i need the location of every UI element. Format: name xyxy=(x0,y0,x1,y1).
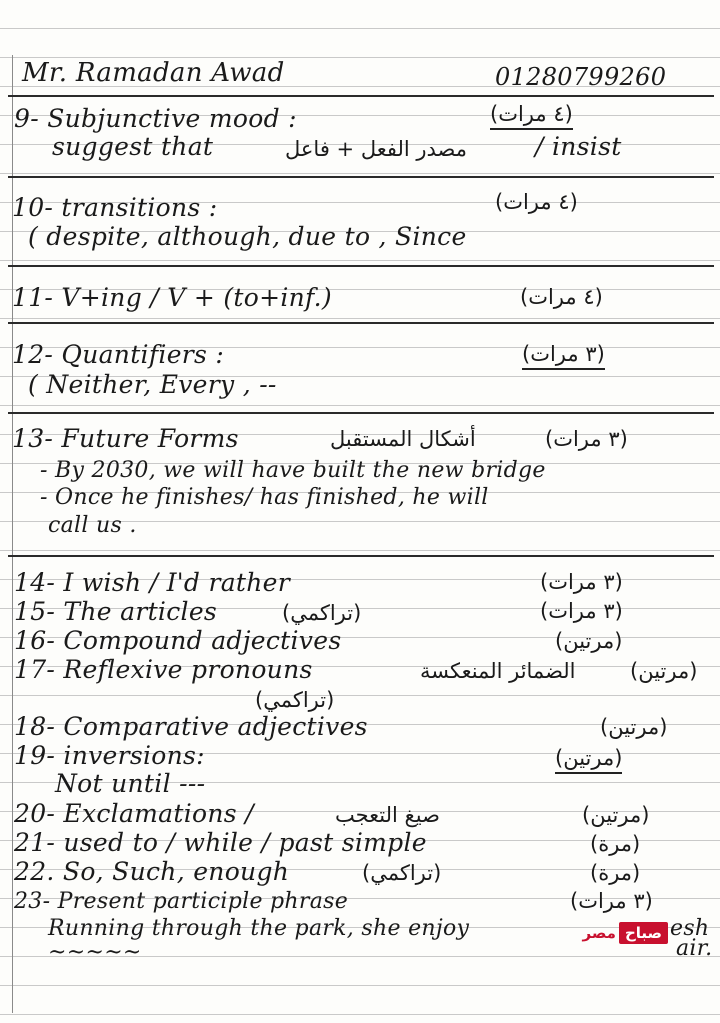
item-16-title: 16- Compound adjectives xyxy=(14,626,342,655)
item-22-title: 22. So, Such, enough xyxy=(14,857,290,886)
item-16-frequency: ( مرتين ) xyxy=(555,627,622,655)
item-9-title: 9- Subjunctive mood : xyxy=(14,104,297,133)
item-19-line-1: Not until --- xyxy=(55,769,206,798)
divider xyxy=(8,412,714,414)
item-13-title: 13- Future Forms xyxy=(12,424,239,453)
item-12-frequency: ( ٣ مرات ) xyxy=(522,340,605,370)
item-20-title: 20- Exclamations / xyxy=(14,799,254,828)
item-23-title: 23- Present participle phrase xyxy=(14,889,349,914)
item-15-note: ( تراكمي ) xyxy=(282,599,361,627)
watermark-brand-text: مصر xyxy=(582,924,616,942)
item-20-arabic: صيغ التعجب xyxy=(335,803,440,827)
item-9-line-3: / insist xyxy=(535,132,622,161)
item-13-line-1: - By 2030, we will have built the new bridge xyxy=(40,458,546,483)
item-15-title: 15- The articles xyxy=(14,597,218,626)
item-13-frequency: ( ٣ مرات ) xyxy=(545,425,628,453)
item-13-line-3: call us . xyxy=(48,513,137,538)
item-19-title: 19- inversions: xyxy=(14,741,205,770)
item-14-frequency: ( ٣ مرات ) xyxy=(540,568,623,596)
divider xyxy=(8,95,714,97)
divider xyxy=(8,322,714,324)
item-18-title: 18- Comparative adjectives xyxy=(14,712,368,741)
item-9-line-2: مصدر الفعل + فاعل xyxy=(285,137,468,161)
phone-number: 01280799260 xyxy=(495,63,667,91)
item-23-underline-squiggle: ~~~~~ xyxy=(48,940,142,965)
item-15-frequency: ( ٣ مرات ) xyxy=(540,597,623,625)
item-23-line-3: air. xyxy=(676,936,713,961)
item-10-frequency: ( ٤ مرات ) xyxy=(495,188,578,216)
item-17-title: 17- Reflexive pronouns xyxy=(14,655,313,684)
item-9-line-1: suggest that xyxy=(52,132,214,161)
item-21-title: 21- used to / while / past simple xyxy=(14,828,427,857)
item-19-frequency: ( مرتين ) xyxy=(555,744,622,774)
item-21-frequency: ( مرة ) xyxy=(590,830,640,858)
item-9-frequency: ( ٤ مرات ) xyxy=(490,100,573,130)
item-11-frequency: ( ٤ مرات ) xyxy=(520,283,603,311)
watermark-brand-box: صباح xyxy=(619,922,668,944)
item-12-title: 12- Quantifiers : xyxy=(12,340,225,369)
item-10-line-1: ( despite, although, due to , Since xyxy=(28,222,467,251)
item-13-line-2: - Once he finishes/ has finished, he will xyxy=(40,485,489,510)
item-20-frequency: ( مرتين ) xyxy=(582,801,649,829)
item-23-line-2: esh xyxy=(670,916,710,941)
item-17-note: ( تراكمي ) xyxy=(255,686,334,714)
item-23-frequency: ( ٣ مرات ) xyxy=(570,887,653,915)
item-17-arabic: الضمائر المنعكسة xyxy=(420,659,576,683)
item-22-note: ( تراكمي ) xyxy=(362,859,441,887)
item-10-title: 10- transitions : xyxy=(12,193,218,222)
item-18-frequency: ( مرتين ) xyxy=(600,713,667,741)
item-12-line-1: ( Neither, Every , -- xyxy=(28,370,277,399)
divider xyxy=(8,265,714,267)
item-14-title: 14- I wish / I'd rather xyxy=(14,568,291,597)
item-23-line-1: Running through the park, she enjoy xyxy=(48,916,470,941)
item-17-frequency: ( مرتين ) xyxy=(630,657,697,685)
divider xyxy=(8,176,714,178)
item-22-frequency: ( مرة ) xyxy=(590,859,640,887)
item-11-title: 11- V+ing / V + (to+inf.) xyxy=(12,283,332,312)
divider xyxy=(8,555,714,557)
watermark-logo xyxy=(548,918,668,948)
item-13-arabic: أشكال المستقبل xyxy=(330,427,476,451)
teacher-name: Mr. Ramadan Awad xyxy=(22,58,285,88)
